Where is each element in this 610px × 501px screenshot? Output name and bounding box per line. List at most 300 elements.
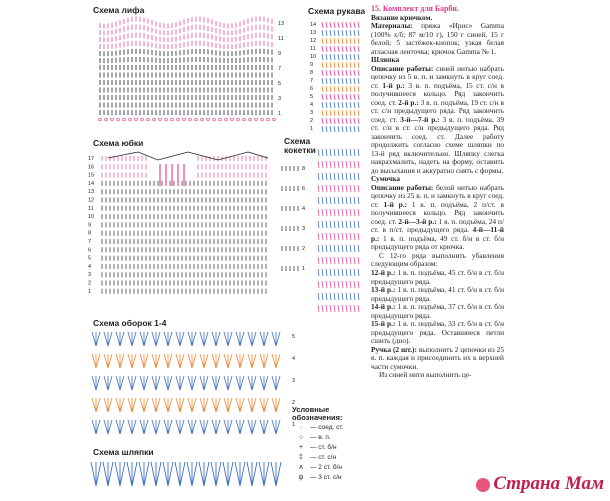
- row-number: 12: [310, 38, 317, 44]
- stitch-mark: [358, 38, 359, 44]
- stitch-mark: [318, 269, 319, 276]
- yoke-chart-svg: [280, 160, 310, 290]
- bag-r14-row: [371, 303, 504, 320]
- stitch-mark: [346, 110, 347, 116]
- stitch-mark: [350, 161, 351, 168]
- bag-r12-row: [371, 269, 504, 286]
- stitch-mark: [358, 173, 359, 180]
- bodice-chart-label: Схема лифа: [93, 5, 145, 15]
- fan-mark: [211, 462, 221, 486]
- stitch-mark: [326, 209, 327, 216]
- fan-mark: [260, 376, 268, 390]
- fan-mark: [140, 398, 148, 412]
- stitch-mark: [322, 30, 323, 36]
- fan-mark: [236, 354, 244, 368]
- bag-r13-row: [371, 286, 504, 303]
- chain-mark: [237, 118, 240, 121]
- stitch-mark: [338, 110, 339, 116]
- handle-label: Ручка (2 шт.):: [371, 344, 417, 354]
- stitch-mark: [346, 70, 347, 76]
- stitch-mark: [334, 102, 335, 108]
- stitch-mark: [330, 102, 331, 108]
- legend-text: — 2 ст. б/н: [310, 463, 342, 471]
- stitch-mark: [358, 245, 359, 252]
- fan-mark: [128, 354, 136, 368]
- stitch-mark: [346, 46, 347, 52]
- hat-r2: 3 в. п. подъёма, 19 ст. с/н в ст. с/н предыдущего ряда. Ряд закончить соед. ст.: [371, 97, 504, 124]
- stitch-mark: [330, 185, 331, 192]
- stitch-mark: [354, 197, 355, 204]
- stitch-mark: [358, 78, 359, 84]
- stitch-mark: [342, 94, 343, 100]
- stitch-mark: [354, 62, 355, 68]
- watermark: [476, 473, 604, 495]
- stitch-mark: [318, 281, 319, 288]
- stitch-mark: [322, 269, 323, 276]
- stitch-mark: [330, 281, 331, 288]
- yoke-chart: [280, 160, 310, 290]
- chain-mark: [267, 118, 270, 121]
- fan-mark: [248, 376, 256, 390]
- row-number: 4: [292, 356, 296, 362]
- stitch-mark: [334, 94, 335, 100]
- stitch-mark: [318, 185, 319, 192]
- stitch-mark: [330, 70, 331, 76]
- stitch-mark: [330, 126, 331, 132]
- last-line: Из синей нити выполнить це-: [379, 370, 472, 380]
- sleeve-chart-svg: [310, 16, 365, 134]
- stitch-mark: [330, 54, 331, 60]
- stitch-mark: [330, 209, 331, 216]
- stitch-mark: [354, 78, 355, 84]
- stitch-mark: [350, 293, 351, 300]
- row-number: 5: [292, 334, 296, 340]
- stitch-mark: [346, 22, 347, 28]
- stitch-mark: [346, 245, 347, 252]
- stitch-mark: [334, 269, 335, 276]
- stitch-mark: [358, 86, 359, 92]
- fan-mark: [92, 398, 100, 412]
- fan-mark: [104, 398, 112, 412]
- stitch-mark: [322, 233, 323, 240]
- stitch-mark: [330, 245, 331, 252]
- stitch-mark: [326, 118, 327, 124]
- fan-mark: [127, 462, 137, 486]
- materials: [371, 22, 504, 56]
- stitch-mark: [326, 197, 327, 204]
- stitch-mark: [338, 149, 339, 156]
- fan-mark: [248, 398, 256, 412]
- stitch-mark: [338, 221, 339, 228]
- stitch-mark: [326, 257, 327, 264]
- fan-mark: [223, 462, 233, 486]
- bag-r15: 1 в. п. подъёма, 33 ст. б/н в ст. б/н предыдущего ряда. Оставшиеся петли сшить (дно).: [371, 319, 504, 346]
- fan-mark: [176, 398, 184, 412]
- stitch-mark: [334, 30, 335, 36]
- stitch-mark: [342, 126, 343, 132]
- stitch-mark: [354, 126, 355, 132]
- fan-mark: [188, 398, 196, 412]
- fan-mark: [164, 398, 172, 412]
- fan-mark: [188, 376, 196, 390]
- row-number: 11: [88, 205, 94, 212]
- fan-mark: [260, 398, 268, 412]
- stitch-mark: [326, 149, 327, 156]
- fan-mark: [187, 462, 197, 486]
- chain-mark: [99, 118, 102, 121]
- stitch-mark: [334, 54, 335, 60]
- stitch-mark: [346, 305, 347, 312]
- stitch-mark: [350, 126, 351, 132]
- legend-symbol: ·: [299, 423, 303, 431]
- stitch-mark: [358, 22, 359, 28]
- stitch-mark: [322, 70, 323, 76]
- fan-mark: [272, 354, 280, 368]
- fan-mark: [200, 354, 208, 368]
- fan-mark: [152, 332, 160, 346]
- stitch-mark: [334, 245, 335, 252]
- row-number: 17: [88, 156, 95, 162]
- stitch-mark: [342, 233, 343, 240]
- hat-chart-svg: [90, 456, 290, 501]
- stitch-mark: [354, 293, 355, 300]
- hat-chart-label: Схема шляпки: [93, 447, 154, 457]
- bag-r13: 1 в. п. подъёма, 41 ст. б/н в ст. б/н предыдущего ряда.: [371, 285, 504, 303]
- stitch-mark: [318, 293, 319, 300]
- stitch-mark: [342, 173, 343, 180]
- stitch-mark: [318, 233, 319, 240]
- stitch-mark: [330, 22, 331, 28]
- stitch-mark: [342, 78, 343, 84]
- stitch-mark: [358, 305, 359, 312]
- stitch-mark: [350, 197, 351, 204]
- stitch-mark: [334, 161, 335, 168]
- stitch-mark: [326, 62, 327, 68]
- fan-mark: [104, 420, 112, 434]
- legend-symbol: ∧: [298, 464, 304, 471]
- fan-mark: [236, 376, 244, 390]
- stitch-mark: [322, 209, 323, 216]
- stitch-mark: [350, 54, 351, 60]
- stitch-mark: [354, 102, 355, 108]
- row-number: 1: [88, 288, 92, 295]
- stitch-mark: [358, 281, 359, 288]
- stitch-mark: [354, 281, 355, 288]
- stitch-mark: [322, 102, 323, 108]
- row-number: 7: [278, 66, 282, 72]
- stitch-mark: [342, 22, 343, 28]
- stitch-mark: [338, 94, 339, 100]
- row-number: 9: [278, 51, 282, 57]
- fan-mark: [248, 332, 256, 346]
- stitch-mark: [334, 46, 335, 52]
- chain-mark: [171, 118, 174, 121]
- stitch-mark: [346, 161, 347, 168]
- fan-mark: [260, 420, 268, 434]
- stitch-mark: [330, 221, 331, 228]
- stitch-mark: [346, 30, 347, 36]
- bag-section-title: Сумочка: [371, 174, 401, 184]
- row-number: 2: [302, 246, 306, 252]
- stitch-mark: [326, 161, 327, 168]
- stitch-mark: [322, 86, 323, 92]
- sleeve-pieces-svg: [312, 145, 367, 320]
- bag-r14-label: 14-й р.:: [371, 302, 396, 312]
- stitch-mark: [350, 22, 351, 28]
- chain-mark: [153, 118, 156, 121]
- stitch-mark: [338, 102, 339, 108]
- stitch-mark: [350, 281, 351, 288]
- legend-symbol: ψ: [298, 473, 304, 481]
- fan-mark: [200, 376, 208, 390]
- stitch-mark: [346, 78, 347, 84]
- fan-mark: [128, 376, 136, 390]
- legend-item: [292, 422, 362, 432]
- hat-section-title: Шляпка: [371, 55, 400, 65]
- stitch-mark: [322, 305, 323, 312]
- row-number: 1: [302, 266, 306, 272]
- bag-r13-label: 13-й р.:: [371, 285, 396, 295]
- stitch-mark: [350, 209, 351, 216]
- stitch-mark: [354, 173, 355, 180]
- fan-mark: [260, 354, 268, 368]
- fan-mark: [104, 332, 112, 346]
- stitch-mark: [330, 86, 331, 92]
- stitch-mark: [330, 30, 331, 36]
- legend-symbol: +: [298, 443, 304, 451]
- stitch-mark: [326, 54, 327, 60]
- row-number: 14: [88, 180, 95, 187]
- legend: [292, 406, 362, 482]
- fan-mark: [139, 462, 149, 486]
- stitch-mark: [334, 185, 335, 192]
- stitch-mark: [358, 293, 359, 300]
- stitch-mark: [338, 269, 339, 276]
- chain-mark: [225, 118, 228, 121]
- fan-mark: [247, 462, 257, 486]
- chain-mark: [219, 118, 222, 121]
- stitch-mark: [338, 209, 339, 216]
- stitch-mark: [322, 257, 323, 264]
- stitch-mark: [338, 197, 339, 204]
- row-number: 2: [310, 118, 314, 124]
- stitch-mark: [358, 110, 359, 116]
- chain-mark: [117, 118, 120, 121]
- stitch-mark: [334, 126, 335, 132]
- stitch-mark: [346, 209, 347, 216]
- stitch-mark: [350, 149, 351, 156]
- row-number: 5: [88, 255, 92, 262]
- stitch-mark: [346, 221, 347, 228]
- yoke-label-text: Схема кокетки: [284, 136, 316, 155]
- stitch-mark: [358, 209, 359, 216]
- stitch-mark: [346, 102, 347, 108]
- stitch-mark: [358, 62, 359, 68]
- chain-mark: [159, 118, 162, 121]
- bag-r12: 1 в. п. подъёма, 45 ст. б/н в ст. б/н предыдущего ряда.: [371, 267, 504, 286]
- stitch-mark: [350, 78, 351, 84]
- fan-mark: [152, 376, 160, 390]
- stitch-mark: [326, 269, 327, 276]
- fan-mark: [236, 398, 244, 412]
- fan-mark: [164, 376, 172, 390]
- stitch-mark: [354, 269, 355, 276]
- fan-mark: [188, 354, 196, 368]
- stitch-mark: [338, 185, 339, 192]
- fan-mark: [212, 398, 220, 412]
- stitch-mark: [338, 161, 339, 168]
- fan-mark: [116, 332, 124, 346]
- watermark-text: Страна Мам: [493, 473, 604, 494]
- row-number: 2: [88, 280, 92, 287]
- stitch-mark: [354, 245, 355, 252]
- stitch-mark: [342, 257, 343, 264]
- stitch-mark: [354, 209, 355, 216]
- stitch-mark: [342, 30, 343, 36]
- fan-mark: [92, 354, 100, 368]
- bag-r2: 1 в. п. подъёма, 24 п/ст. в п/ст. предыдущего ряда.: [371, 216, 504, 235]
- chain-mark: [147, 118, 150, 121]
- stitch-mark: [330, 161, 331, 168]
- stitch-mark: [322, 173, 323, 180]
- stitch-mark: [354, 94, 355, 100]
- legend-text: — 3 ст. с/н: [310, 473, 342, 481]
- stitch-mark: [326, 233, 327, 240]
- ruffles-chart-svg: [90, 326, 305, 444]
- stitch-mark: [318, 305, 319, 312]
- chain-mark: [189, 118, 192, 121]
- stitch-mark: [354, 54, 355, 60]
- stitch-mark: [326, 102, 327, 108]
- hat-r1: 3 в. п. подъёма, 15 ст. с/н в получившееся кольцо. Ряд закончить соед. ст.: [371, 80, 504, 107]
- stitch-mark: [342, 209, 343, 216]
- chain-mark: [207, 118, 210, 121]
- stitch-mark: [350, 30, 351, 36]
- stitch-mark: [350, 38, 351, 44]
- stitch-mark: [318, 173, 319, 180]
- bag-intro: белой нитью набрать цепочку из 25 в. п. и замкнуть в круг соед. ст.: [371, 182, 505, 209]
- row-number: 1: [310, 126, 314, 132]
- stitch-mark: [334, 281, 335, 288]
- row-number: 8: [302, 166, 306, 172]
- stitch-mark: [346, 281, 347, 288]
- stitch-mark: [334, 110, 335, 116]
- fan-mark: [199, 462, 209, 486]
- stitch-mark: [354, 257, 355, 264]
- stitch-mark: [326, 38, 327, 44]
- stitch-mark: [326, 110, 327, 116]
- fan-mark: [248, 354, 256, 368]
- row-number: 1: [278, 111, 282, 117]
- stitch-mark: [330, 173, 331, 180]
- stitch-mark: [334, 70, 335, 76]
- stitch-mark: [318, 257, 319, 264]
- fan-mark: [176, 376, 184, 390]
- stitch-mark: [346, 118, 347, 124]
- fan-mark: [200, 332, 208, 346]
- bag-r4: 1 в. п. подъёма, 49 ст. б/н в ст. б/н предыдущего ряда от крючка.: [371, 233, 505, 252]
- stitch-mark: [346, 94, 347, 100]
- stitch-mark: [330, 46, 331, 52]
- stitch-mark: [354, 22, 355, 28]
- row-number: 6: [88, 247, 92, 254]
- stitch-mark: [330, 233, 331, 240]
- stitch-mark: [334, 86, 335, 92]
- hat-r2-label: 2-й р.:: [398, 97, 419, 107]
- fan-mark: [212, 376, 220, 390]
- fan-mark: [164, 332, 172, 346]
- stitch-mark: [322, 245, 323, 252]
- fan-mark: [116, 354, 124, 368]
- row-number: 12: [88, 197, 95, 204]
- stitch-mark: [322, 126, 323, 132]
- stitch-mark: [342, 70, 343, 76]
- stitch-mark: [358, 161, 359, 168]
- stitch-mark: [326, 293, 327, 300]
- fan-mark: [200, 420, 208, 434]
- stitch-mark: [358, 149, 359, 156]
- stitch-mark: [318, 245, 319, 252]
- stitch-mark: [358, 70, 359, 76]
- chain-mark: [183, 118, 186, 121]
- fan-mark: [152, 354, 160, 368]
- fan-mark: [260, 332, 268, 346]
- row-number: 11: [310, 46, 316, 52]
- stitch-mark: [338, 245, 339, 252]
- bag-description: [371, 184, 504, 252]
- stitch-mark: [350, 86, 351, 92]
- stitch-mark: [330, 38, 331, 44]
- stitch-mark: [338, 62, 339, 68]
- stitch-mark: [326, 281, 327, 288]
- stitch-mark: [338, 118, 339, 124]
- hat-r3-label: 3-й—7-й р.:: [400, 114, 440, 124]
- fan-mark: [271, 462, 281, 486]
- row-number: 4: [310, 102, 314, 108]
- stitch-mark: [338, 38, 339, 44]
- bag-r15-label: 15-й р.:: [371, 319, 396, 329]
- materials-text: пряжа «Ирис» Gamma (100% х/б; 87 м/10 г), 150 г синей, 15 г белой; 5 застёжек-кнопок; узкая белая атласная ленточка; крючок Gamma № 1.: [371, 21, 504, 56]
- stitch-mark: [334, 233, 335, 240]
- bag-r1-label: 1-й р.:: [383, 199, 408, 209]
- stitch-mark: [354, 161, 355, 168]
- fan-mark: [272, 398, 280, 412]
- description-text: [371, 5, 504, 380]
- skirt-chart-svg: [88, 150, 288, 302]
- skirt-chart: [88, 150, 288, 302]
- chain-mark: [123, 118, 126, 121]
- stitch-mark: [326, 22, 327, 28]
- fan-mark: [140, 354, 148, 368]
- stitch-mark: [334, 22, 335, 28]
- chain-mark: [129, 118, 132, 121]
- stitch-mark: [358, 94, 359, 100]
- stitch-mark: [318, 221, 319, 228]
- stitch-mark: [330, 197, 331, 204]
- stitch-mark: [346, 257, 347, 264]
- fan-mark: [128, 332, 136, 346]
- sleeve-chart-label: Схема рукава: [308, 6, 366, 16]
- fan-mark: [175, 462, 185, 486]
- chain-mark: [165, 118, 168, 121]
- stitch-mark: [342, 269, 343, 276]
- chain-mark: [177, 118, 180, 121]
- stitch-mark: [354, 30, 355, 36]
- fan-mark: [212, 354, 220, 368]
- fan-mark: [188, 420, 196, 434]
- stitch-mark: [322, 38, 323, 44]
- stitch-mark: [350, 94, 351, 100]
